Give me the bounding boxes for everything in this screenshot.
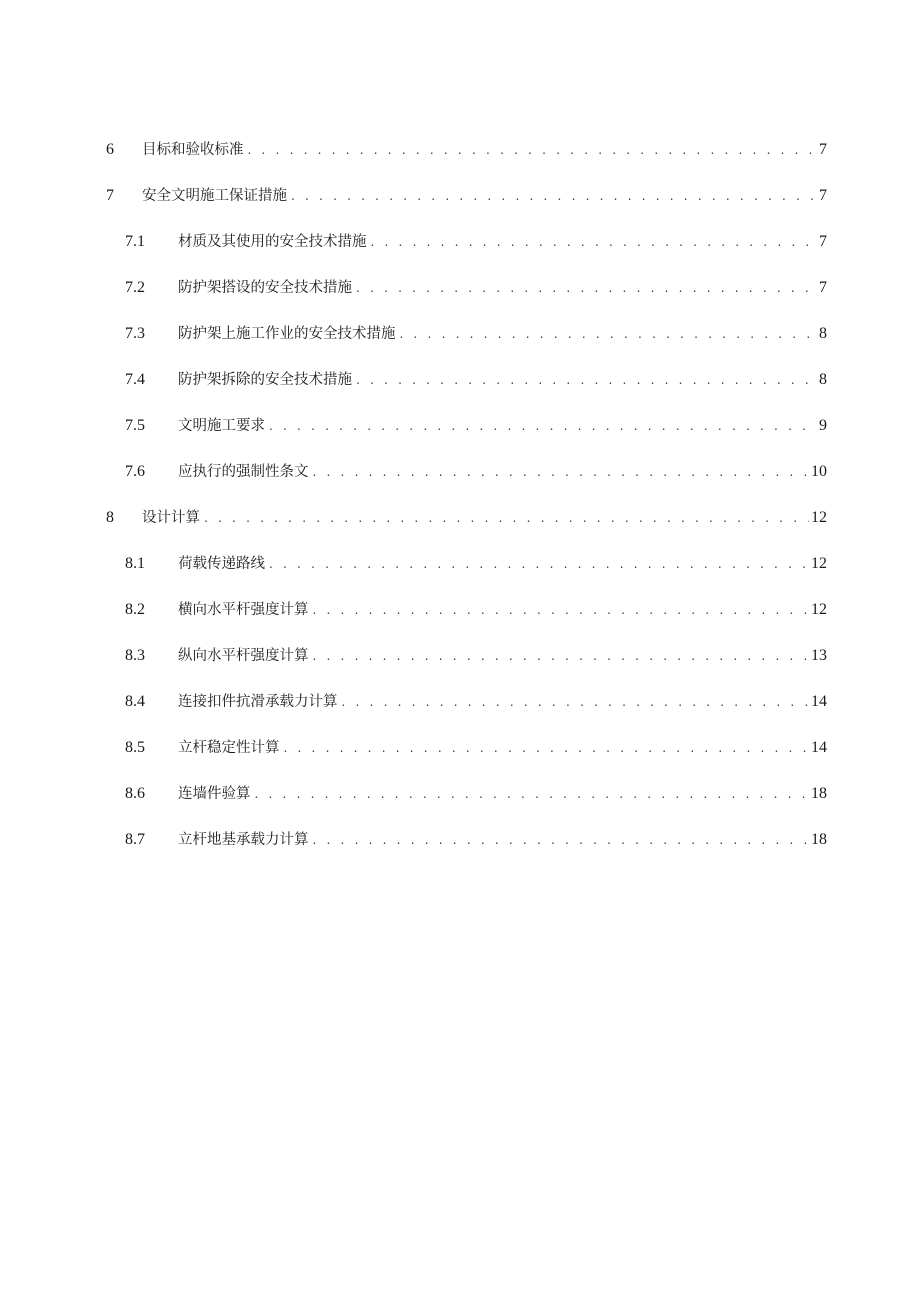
toc-entry-6[interactable]: [0, 138, 920, 162]
toc-entry-page: 9: [819, 417, 827, 434]
toc-leader-dots: [342, 690, 810, 714]
toc-entry-title: 应执行的强制性条文: [178, 464, 309, 480]
toc-entry-page: 8: [819, 325, 827, 342]
toc-leader-dots: [269, 414, 817, 438]
toc-entry-8-6[interactable]: [0, 782, 920, 806]
toc-leader-dots: [371, 230, 818, 254]
toc-entry-7-1[interactable]: [0, 230, 920, 254]
toc-entry-number: 7.6: [125, 463, 145, 480]
toc-entry-page: 14: [811, 739, 827, 756]
toc-leader-dots: [356, 368, 817, 392]
toc-entry-number: 8.7: [125, 831, 145, 848]
toc-entry-title: 连墙件验算: [178, 786, 251, 802]
toc-entry-title: 材质及其使用的安全技术措施: [178, 234, 367, 250]
toc-entry-8-1[interactable]: [0, 552, 920, 576]
toc-entry-number: 8: [106, 509, 114, 526]
toc-entry-title: 文明施工要求: [178, 418, 265, 434]
toc-leader-dots: [204, 506, 809, 530]
toc-entry-page: 13: [811, 647, 827, 664]
toc-entry-page: 18: [811, 785, 827, 802]
toc-entry-7-4[interactable]: [0, 368, 920, 392]
toc-entry-page: 10: [811, 463, 827, 480]
toc-entry-8-3[interactable]: [0, 644, 920, 668]
toc-entry-page: 12: [811, 555, 827, 572]
toc-entry-number: 8.4: [125, 693, 145, 710]
toc-entry-number: 7: [106, 187, 114, 204]
toc-leader-dots: [356, 276, 817, 300]
toc-leader-dots: [313, 460, 810, 484]
toc-entry-7[interactable]: [0, 184, 920, 208]
toc-entry-number: 7.3: [125, 325, 145, 342]
toc-leader-dots: [255, 782, 810, 806]
toc-leader-dots: [291, 184, 817, 208]
toc-entry-number: 6: [106, 141, 114, 158]
toc-entry-number: 8.3: [125, 647, 145, 664]
toc-entry-page: 14: [811, 693, 827, 710]
toc-entry-page: 12: [811, 601, 827, 618]
toc-entry-number: 8.6: [125, 785, 145, 802]
toc-entry-title: 连接扣件抗滑承载力计算: [178, 694, 338, 710]
toc-leader-dots: [269, 552, 809, 576]
toc-entry-number: 8.2: [125, 601, 145, 618]
toc-entry-title: 横向水平杆强度计算: [178, 602, 309, 618]
toc-entry-title: 设计计算: [142, 510, 200, 526]
toc-entry-8-2[interactable]: [0, 598, 920, 622]
toc-entry-title: 荷载传递路线: [178, 556, 265, 572]
toc-entry-number: 7.2: [125, 279, 145, 296]
toc-entry-number: 7.5: [125, 417, 145, 434]
toc-entry-title: 防护架搭设的安全技术措施: [178, 280, 352, 296]
toc-entry-7-6[interactable]: [0, 460, 920, 484]
toc-entry-page: 7: [819, 187, 827, 204]
toc-entry-page: 12: [811, 509, 827, 526]
toc-entry-8-5[interactable]: [0, 736, 920, 760]
toc-leader-dots: [313, 598, 810, 622]
toc-entry-title: 立杆地基承载力计算: [178, 832, 309, 848]
toc-leader-dots: [313, 828, 810, 852]
toc-entry-8[interactable]: [0, 506, 920, 530]
toc-entry-page: 7: [819, 141, 827, 158]
toc-entry-title: 目标和验收标准: [142, 142, 244, 158]
toc-entry-8-7[interactable]: [0, 828, 920, 852]
toc-entry-page: 18: [811, 831, 827, 848]
toc-leader-dots: [400, 322, 818, 346]
toc-entry-page: 8: [819, 371, 827, 388]
toc-entry-title: 安全文明施工保证措施: [142, 188, 287, 204]
toc-entry-page: 7: [819, 233, 827, 250]
toc-entry-title: 防护架上施工作业的安全技术措施: [178, 326, 396, 342]
toc-entry-number: 7.1: [125, 233, 145, 250]
toc-entry-7-3[interactable]: [0, 322, 920, 346]
toc-entry-title: 防护架拆除的安全技术措施: [178, 372, 352, 388]
toc-entry-8-4[interactable]: [0, 690, 920, 714]
toc-entry-number: 8.1: [125, 555, 145, 572]
toc-entry-number: 7.4: [125, 371, 145, 388]
toc-leader-dots: [313, 644, 810, 668]
toc-leader-dots: [284, 736, 810, 760]
toc-entry-number: 8.5: [125, 739, 145, 756]
toc-entry-title: 纵向水平杆强度计算: [178, 648, 309, 664]
toc-entry-title: 立杆稳定性计算: [178, 740, 280, 756]
toc-entry-page: 7: [819, 279, 827, 296]
toc-entry-7-5[interactable]: [0, 414, 920, 438]
toc-entry-7-2[interactable]: [0, 276, 920, 300]
toc-leader-dots: [248, 138, 818, 162]
